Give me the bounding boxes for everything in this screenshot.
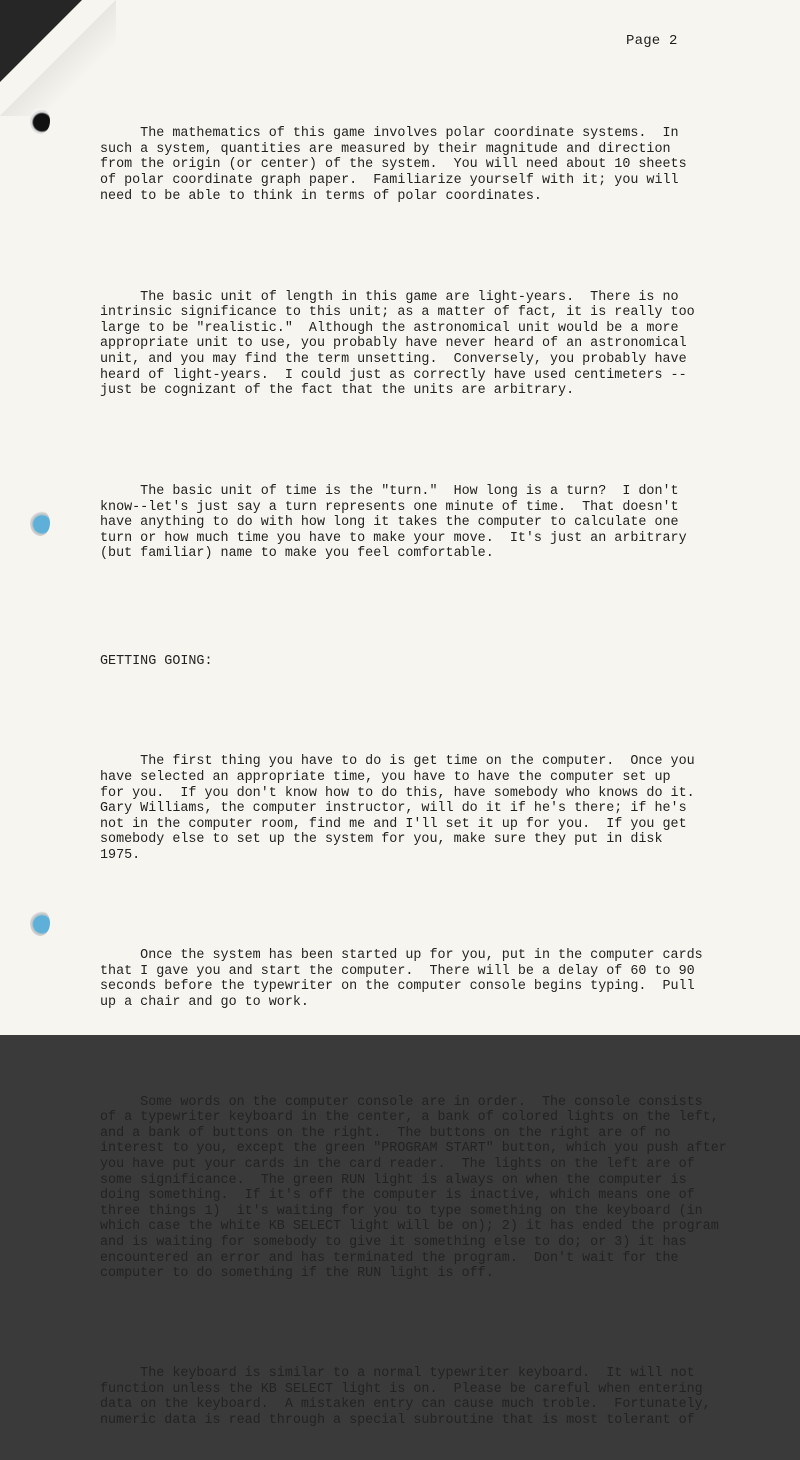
paragraph-polar-coordinates: The mathematics of this game involves polar coordinate systems. In such a system, quantities are measured by their magnitude and direction from the origin (or center) of the system. You will need about 10 sheets of polar coordinate graph paper. Familiarize yourself with it; you will need to be able to think in terms of polar coordinates. <box>100 126 687 204</box>
punch-hole-middle <box>30 510 50 536</box>
paragraph-get-time: The first thing you have to do is get time on the computer. Once you have selected an appropriate time, you have to have the computer set up for you. If you don't know how to do this, have somebody who knows do it. Gary Williams, the computer instructor, will do it if he's there; if he's not in the computer room, find me and I'll set it up for you. If you get somebody else to set up the system for you, make sure they put in disk 1975. <box>100 754 695 863</box>
section-heading: GETTING GOING: <box>100 654 213 670</box>
paragraph-unit-of-length: The basic unit of length in this game are light-years. There is no intrinsic significance to this unit; as a matter of fact, it is really too large to be "realistic." Although the astronomical unit would be a more appropriate unit to use, you probably have never heard of an astronomical unit, and you may find the term unsetting. Conversely, you probably have heard of light-years. I could just as correctly have used centimeters -- just be cognizant of the fact that the units are arbitrary. <box>100 289 695 399</box>
paragraph-keyboard: The keyboard is similar to a normal typewriter keyboard. It will not function unless the KB SELECT light is on. Please be careful when entering data on the keyboard. A mistaken entry can cause much troble. Fortunately, numeric data is read through a special subroutine that is most tolerant of <box>100 1366 711 1428</box>
paragraph-unit-of-time: The basic unit of time is the "turn." How long is a turn? I don't know--let's just say a turn represents one minute of time. That doesn't have anything to do with how long it takes the computer to calculate one turn or how much time you have to make your move. It's just an arbitrary (but familiar) name to make you feel comfortable. <box>100 484 687 562</box>
document-body <box>100 95 727 1460</box>
punch-hole-top <box>30 108 50 134</box>
punch-hole-bottom <box>30 910 50 936</box>
paragraph-system-started: Once the system has been started up for you, put in the computer cards that I gave you and start the computer. There will be a delay of 60 to 90 seconds before the typewriter on the computer console begins typing. Pull up a chair and go to work. <box>100 947 703 1010</box>
paragraph-computer-console: Some words on the computer console are in order. The console consists of a typewriter keyboard in the center, a bank of colored lights on the left, and a bank of buttons on the right. The buttons on the right are of no interest to you, except the green "PROGRAM START" button, which you push after you have put your cards in the card reader. The lights on the left are of some significance. The green RUN light is always on when the computer is doing something. If it's off the computer is inactive, which means one of three things 1) it's waiting for you to type something on the keyboard (in which case the white KB SELECT light will be on); 2) it has ended the program and is waiting for somebody to give it something else to do; or 3) it has encountered an error and has terminated the program. Don't wait for the computer to do something if the RUN light is off. <box>100 1094 727 1282</box>
corner-shadow <box>0 0 116 116</box>
page-number: Page 2 <box>626 33 678 49</box>
